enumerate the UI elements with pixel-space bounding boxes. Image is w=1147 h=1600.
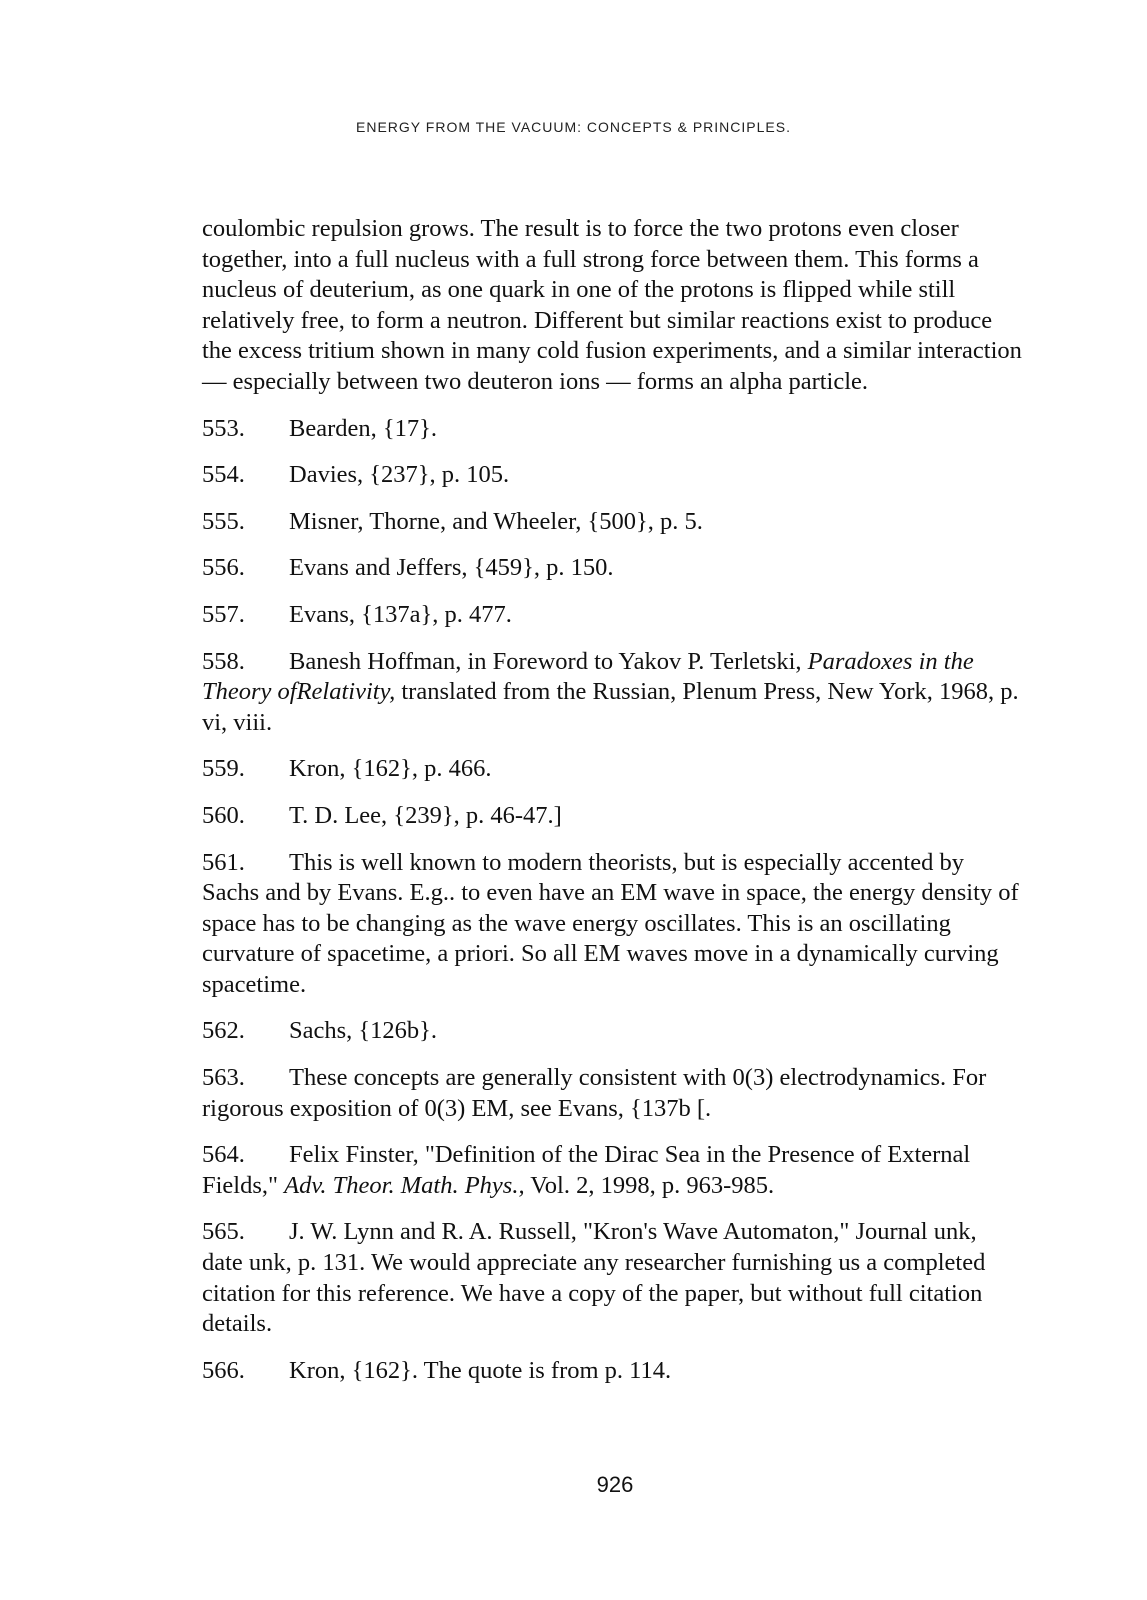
endnote-italic-journal: Adv. Theor. Math. Phys., [284,1171,525,1199]
endnote-number: 560. [202,801,245,829]
endnote-565 [202,1217,1022,1339]
endnote-558 [202,647,1022,739]
endnote-562 [202,1016,1022,1047]
endnote-number: 556. [202,554,245,582]
endnote-number: 561. [202,848,245,876]
endnote-number: 565. [202,1218,245,1246]
endnote-564 [202,1140,1022,1201]
continuation-paragraph: coulombic repulsion grows. The result is to force the two protons even closer together, into a full nucleus with a full strong force between them. This forms a nucleus of deuterium, as one quark in one of the protons is flipped while still relatively free, to form a neutron. Different but similar reactions exist to produce the excess tritium shown in many cold fusion experiments, and a similar interaction — especially between two deuteron ions — forms an alpha particle. [202,215,1022,395]
endnote-number: 563. [202,1064,245,1092]
endnote-text: Kron, {162}. The quote is from p. 114. [289,1356,672,1384]
endnote-553 [202,414,1022,445]
endnote-text: These concepts are generally consistent with 0(3) electrodynamics. For rigorous exposition of 0(3) EM, see Evans, {137b [. [202,1064,987,1122]
endnote-number: 555. [202,507,245,535]
endnote-text: J. W. Lynn and R. A. Russell, "Kron's Wave Automaton," Journal unk, date unk, p. 131. We would appreciate any researcher furnishing us a completed citation for this reference. We have a copy of the paper, but without full citation details. [202,1218,986,1338]
endnote-text: T. D. Lee, {239}, p. 46-47.] [289,801,562,829]
running-header: ENERGY FROM THE VACUUM: CONCEPTS & PRINCIPLES. [356,119,791,135]
endnote-number: 558. [202,647,245,675]
endnote-text: Misner, Thorne, and Wheeler, {500}, p. 5. [289,507,703,535]
endnote-text: This is well known to modern theorists, but is especially accented by Sachs and by Evans. E.g.. to even have an EM wave in space, the energy density of space has to be changing as the wave energy oscillates. This is an oscillating curvature of spacetime, a priori. So all EM waves move in a dynamically curving spacetime. [202,848,1019,998]
endnote-555 [202,507,1022,538]
endnote-text: Evans, {137a}, p. 477. [289,600,512,628]
endnote-number: 554. [202,461,245,489]
endnote-text: Evans and Jeffers, {459}, p. 150. [289,554,614,582]
endnote-text: Sachs, {126b}. [289,1017,438,1045]
endnote-number: 559. [202,755,245,783]
endnote-text: Felix Finster, "Definition of the Dirac Sea in the Presence of External Fields," [202,1141,971,1199]
endnote-number: 564. [202,1141,245,1169]
endnote-text: Kron, {162}, p. 466. [289,755,492,783]
endnote-561 [202,848,1022,1001]
endnote-text: Banesh Hoffman, in Foreword to Yakov P. Terletski, [289,647,808,675]
endnote-text: Bearden, {17}. [289,414,438,442]
endnote-text-continued: translated from the Russian, Plenum Press, New York, 1968, p. vi, viii. [202,678,1019,736]
endnote-560 [202,801,1022,832]
endnote-text-continued: Vol. 2, 1998, p. 963-985. [524,1171,775,1199]
page-number: 926 [596,1472,634,1497]
endnote-557 [202,600,1022,631]
endnote-text: Davies, {237}, p. 105. [289,461,510,489]
endnote-566 [202,1356,1022,1387]
endnote-italic-title: Paradoxes in the Theory ofRelativity, [202,647,974,706]
endnote-554 [202,460,1022,491]
endnote-number: 553. [202,414,245,442]
endnote-number: 562. [202,1017,245,1045]
page-body [202,214,1022,1402]
endnote-559 [202,754,1022,785]
endnote-number: 566. [202,1356,245,1384]
endnote-556 [202,553,1022,584]
endnote-number: 557. [202,600,245,628]
endnote-563 [202,1063,1022,1124]
